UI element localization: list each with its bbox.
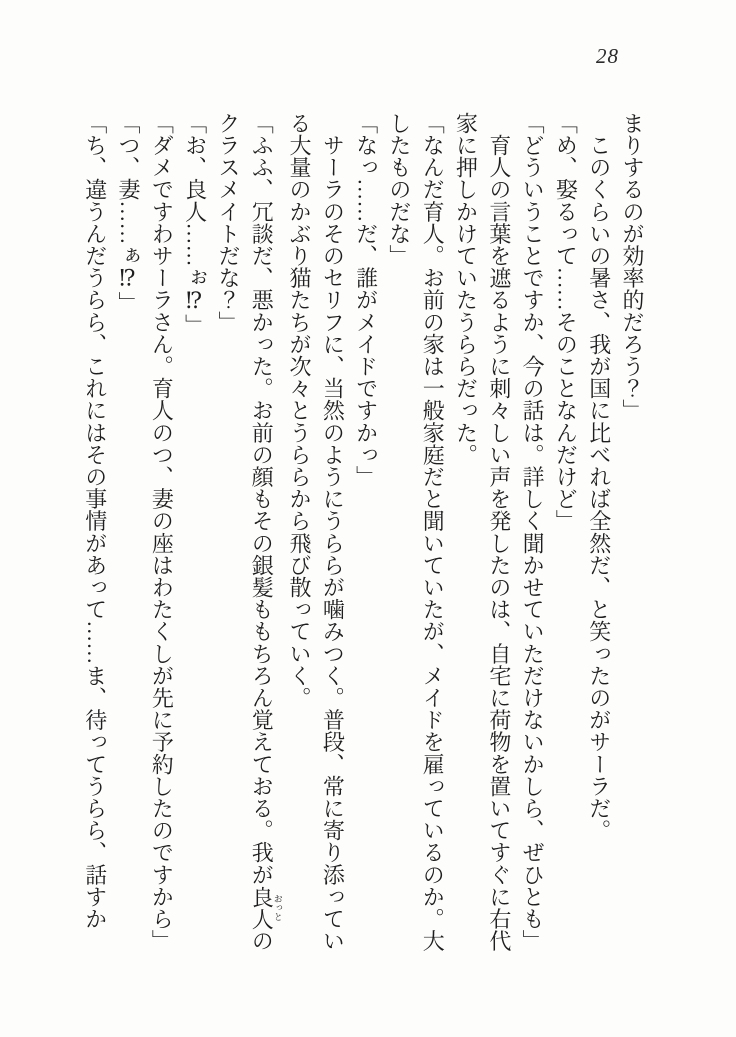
ruby-base: 良人 xyxy=(249,885,275,930)
text-segment: 「ふふ、冗談だ、悪かった。お前の顔もその銀髪ももちろん覚えておる。我が xyxy=(249,112,275,886)
text-line: このくらいの暑さ、我が国に比べれば全然だ、と笑ったのがサーラだ。 xyxy=(586,112,612,842)
text-line-with-ruby xyxy=(245,112,283,964)
text-line: 育人の言葉を遮るように刺々しい声を発したのは、自宅に荷物を置いてすぐに右代 xyxy=(486,112,512,952)
text-line: 「め、娶るって……そのことなんだけど」 xyxy=(553,112,579,532)
text-line: る大量のかぶり猫たちが次々とうららから飛び散っていく。 xyxy=(287,112,313,709)
page-number: 28 xyxy=(596,44,619,68)
text-segment: の xyxy=(249,929,275,952)
text-line: 「つ、妻……ぁ⁉」 xyxy=(116,112,142,314)
vertical-text-block xyxy=(83,112,649,964)
text-line: 「なんだ育人。お前の家は一般家庭だと聞いていたが、メイドを雇っているのか。大 xyxy=(420,112,446,952)
text-line: したものだな」 xyxy=(386,112,412,267)
ruby-word xyxy=(249,885,283,930)
ruby-furigana: おっと xyxy=(272,885,283,930)
text-line: 「ダメですわサーラさん。育人のつ、妻の座はわたくしが先に予約したのですから」 xyxy=(149,112,175,952)
text-line: 家に押しかけていたうららだった。 xyxy=(453,112,479,466)
text-line: 「どういうことですか、今の話は。詳しく聞かせていただけないかしら、ぜひとも」 xyxy=(520,112,546,952)
text-line: サーラのそのセリフに、当然のようにうららが噛みつく。普段、常に寄り添ってい xyxy=(320,112,346,952)
text-line: 「お、良人……ぉ⁉」 xyxy=(182,112,208,336)
text-line: クラスメイトだな？」 xyxy=(215,112,241,333)
text-line: まりするのが効率的だろう？」 xyxy=(620,112,645,422)
text-line: 「なっ……だ、誰がメイドですかっ」 xyxy=(353,112,379,488)
text-line: 「ち、違うんだうらら、これにはその事情があって……ま、待ってうらら、話すか xyxy=(82,112,108,930)
